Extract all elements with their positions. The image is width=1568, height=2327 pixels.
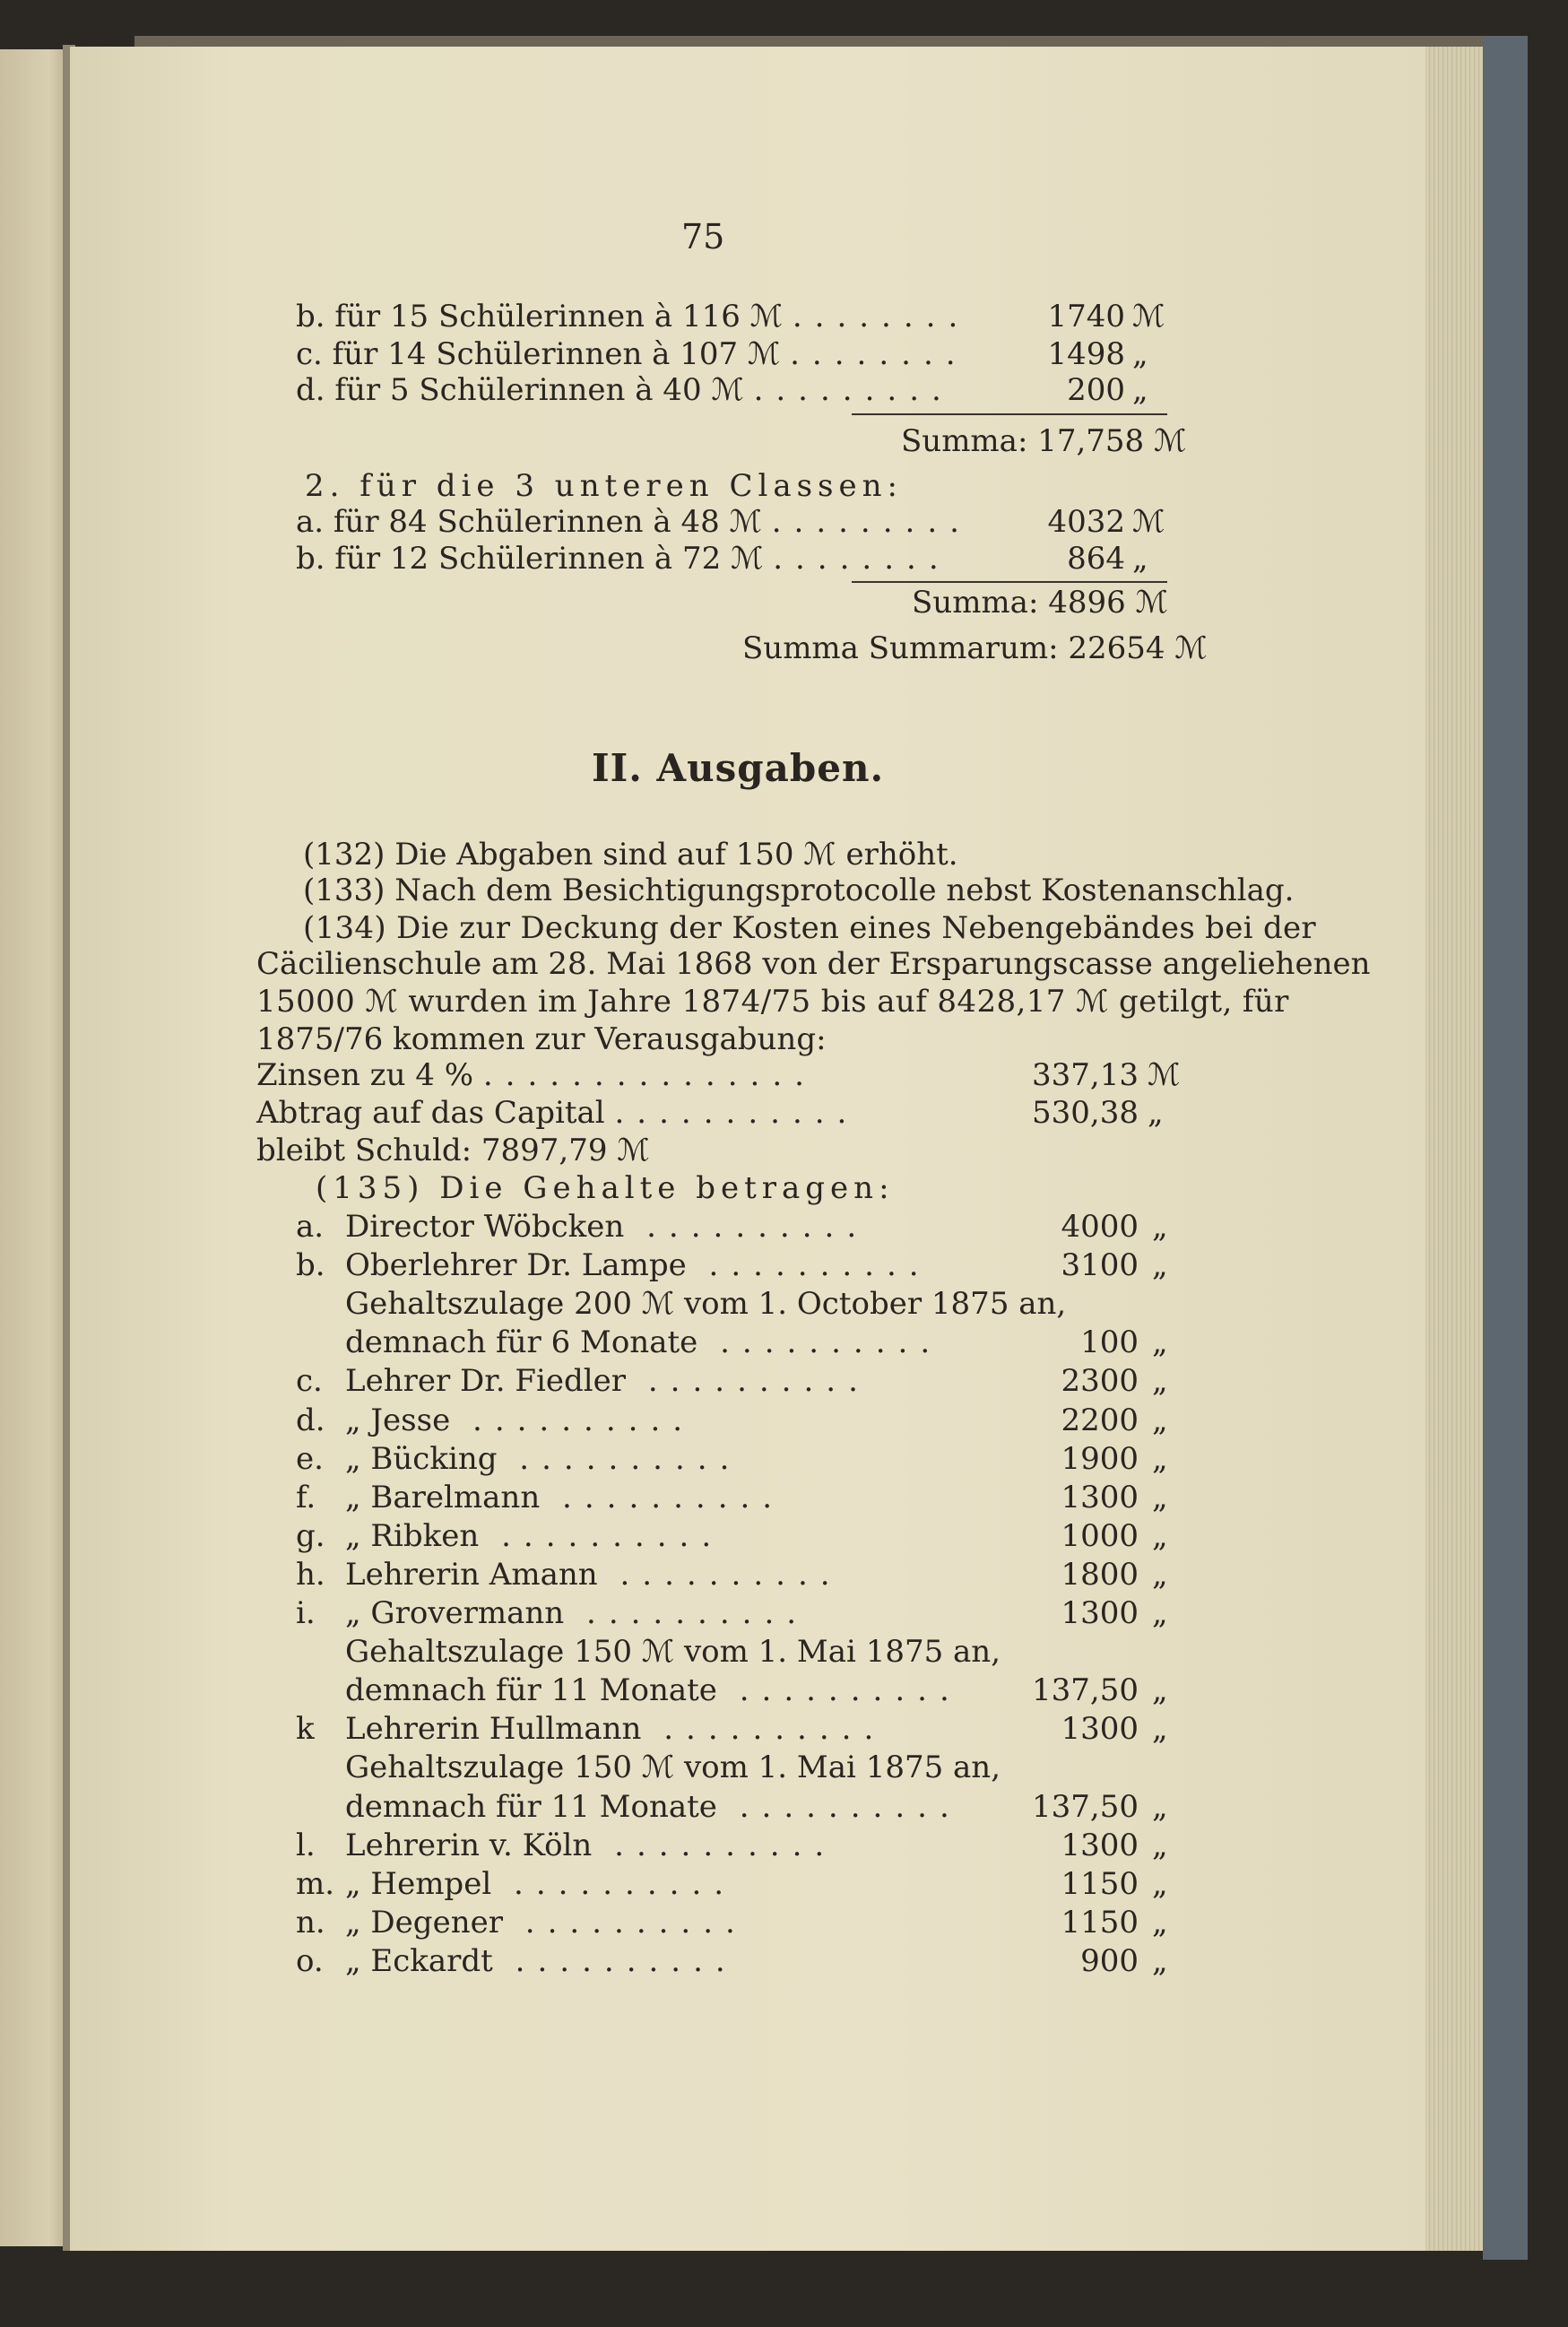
salary-amount: 100	[1080, 1324, 1139, 1360]
salary-label: Lehrerin Hullmann	[345, 1711, 642, 1747]
salary-letter: k	[296, 1711, 315, 1747]
salary-unit: „	[1152, 1324, 1168, 1360]
leader-dots: ..........	[626, 1363, 871, 1399]
salary-line	[345, 1943, 738, 1979]
salary-letter: f.	[296, 1480, 316, 1515]
leader-dots: ........	[792, 299, 971, 334]
leader-dots: ..........	[540, 1480, 785, 1515]
salary-letter: n.	[296, 1905, 325, 1941]
section-title: II. Ausgaben.	[592, 746, 885, 790]
salary-amount: 1900	[1061, 1441, 1139, 1477]
interest-amount: 337,13	[1032, 1057, 1139, 1093]
salary-letter: i.	[296, 1595, 316, 1631]
salary-line	[345, 1518, 723, 1554]
receipt-amount: 1498	[1047, 336, 1125, 372]
salary-label: „ Grovermann	[345, 1595, 565, 1631]
receipt-unit: „	[1132, 541, 1148, 577]
salary-label: „ Hempel	[345, 1866, 492, 1902]
salary-line	[345, 1634, 1001, 1670]
salary-unit: „	[1152, 1209, 1168, 1245]
receipt-label: b. für 12 Schülerinnen à 72 ℳ	[296, 541, 764, 577]
salary-line	[345, 1672, 962, 1708]
leader-dots: ..........	[564, 1595, 810, 1631]
leader-dots: .........	[771, 504, 972, 540]
salary-label: „ Barelmann	[345, 1480, 541, 1515]
salary-label: „ Jesse	[345, 1402, 451, 1438]
interest-unit: ℳ	[1148, 1057, 1181, 1093]
receipt-line	[296, 336, 968, 372]
salary-unit: „	[1152, 1557, 1168, 1593]
interest-amount: 530,38	[1032, 1095, 1139, 1131]
receipt-line	[296, 541, 951, 577]
leader-dots: ..........	[450, 1402, 696, 1438]
salary-label: Lehrerin v. Köln	[345, 1828, 593, 1863]
salary-amount: 1300	[1061, 1480, 1139, 1515]
salary-letter: a.	[296, 1209, 325, 1245]
leader-dots: ..........	[592, 1828, 837, 1863]
salary-line	[345, 1286, 1067, 1322]
salary-label: Lehrerin Amann	[345, 1557, 598, 1593]
receipt-line	[296, 504, 972, 540]
salary-unit: „	[1152, 1595, 1168, 1631]
summa-summarum-line: Summa Summarum: 22654 ℳ	[742, 630, 1208, 666]
salary-label: Lehrer Dr. Fiedler	[345, 1363, 627, 1399]
salary-unit: „	[1152, 1247, 1168, 1283]
salary-line	[345, 1480, 784, 1515]
salary-letter: d.	[296, 1402, 325, 1438]
salary-line	[345, 1828, 836, 1863]
paragraph-132: (132) Die Abgaben sind auf 150 ℳ erhöht.	[303, 837, 958, 873]
receipt-unit: ℳ	[1132, 299, 1165, 334]
salary-unit: „	[1152, 1866, 1168, 1902]
leader-dots: ........	[790, 336, 968, 372]
receipt-label: c. für 14 Schülerinnen à 107 ℳ	[296, 336, 781, 372]
salary-letter: h.	[296, 1557, 325, 1593]
receipt-unit: ℳ	[1132, 504, 1165, 540]
leader-dots: ..........	[697, 1324, 943, 1360]
salary-amount: 1300	[1061, 1828, 1139, 1863]
salary-amount: 1150	[1061, 1866, 1139, 1902]
sum-rule	[852, 581, 1167, 583]
salary-label: Director Wöbcken	[345, 1209, 625, 1245]
salary-amount: 137,50	[1032, 1789, 1139, 1825]
salary-amount: 900	[1080, 1943, 1139, 1979]
salary-letter: e.	[296, 1441, 324, 1477]
interest-line	[256, 1057, 817, 1093]
salary-amount: 2200	[1061, 1402, 1139, 1438]
salary-amount: 1000	[1061, 1518, 1139, 1554]
leader-dots: ...............	[482, 1057, 817, 1093]
sum-rule	[852, 413, 1167, 415]
salary-label: „ Ribken	[345, 1518, 480, 1554]
receipt-amount: 4032	[1047, 504, 1125, 540]
interest-line	[256, 1095, 859, 1131]
leader-dots: ..........	[597, 1557, 843, 1593]
salary-amount: 1800	[1061, 1557, 1139, 1593]
salary-amount: 4000	[1061, 1209, 1139, 1245]
salary-unit: „	[1152, 1441, 1168, 1477]
salary-label: Gehaltszulage 150 ℳ vom 1. Mai 1875 an,	[345, 1634, 1001, 1670]
salary-line	[345, 1324, 942, 1360]
leader-dots: ..........	[686, 1247, 931, 1283]
leader-dots: ........	[773, 541, 951, 577]
leader-dots: ..........	[492, 1943, 738, 1979]
leader-dots: ..........	[497, 1441, 742, 1477]
salary-letter: m.	[296, 1866, 335, 1902]
leader-dots: ..........	[502, 1905, 748, 1941]
salary-letter: c.	[296, 1363, 323, 1399]
paragraph-135: (135) Die Gehalte betragen:	[316, 1170, 895, 1206]
interest-unit: „	[1148, 1095, 1164, 1131]
salary-unit: „	[1152, 1363, 1168, 1399]
leader-dots: ..........	[624, 1209, 870, 1245]
leader-dots: ..........	[716, 1789, 962, 1825]
debt-line: bleibt Schuld: 7897,79 ℳ	[256, 1133, 650, 1168]
salary-label: „ Degener	[345, 1905, 503, 1941]
salary-label: Gehaltszulage 200 ℳ vom 1. October 1875 an,	[345, 1286, 1067, 1322]
summa-line: Summa: 4896 ℳ	[912, 585, 1168, 621]
paragraph-134-line: Cäcilienschule am 28. Mai 1868 von der Ersparungscasse angeliehenen	[256, 946, 1371, 982]
interest-label: Zinsen zu 4 %	[256, 1057, 474, 1093]
salary-line	[345, 1557, 843, 1593]
receipt-label: a. für 84 Schülerinnen à 48 ℳ	[296, 504, 762, 540]
salary-unit: „	[1152, 1905, 1168, 1941]
paragraph-134-line: (134) Die zur Deckung der Kosten eines Nebengebändes bei der	[303, 910, 1316, 946]
leader-dots: ...........	[614, 1095, 860, 1131]
salary-unit: „	[1152, 1789, 1168, 1825]
salary-unit: „	[1152, 1943, 1168, 1979]
receipt-line	[296, 372, 954, 408]
salary-line	[345, 1711, 886, 1747]
salary-unit: „	[1152, 1402, 1168, 1438]
salary-amount: 1150	[1061, 1905, 1139, 1941]
receipt-unit: „	[1132, 336, 1148, 372]
salary-letter: b.	[296, 1247, 325, 1283]
receipt-line	[296, 299, 970, 334]
page-number: 75	[681, 217, 725, 256]
salary-line	[345, 1247, 931, 1283]
receipt-amount: 200	[1067, 372, 1125, 408]
salary-amount: 1300	[1061, 1595, 1139, 1631]
receipt-label: b. für 15 Schülerinnen à 116 ℳ	[296, 299, 784, 334]
salary-label: „ Eckardt	[345, 1943, 493, 1979]
paragraph-134-line: 15000 ℳ wurden im Jahre 1874/75 bis auf 8428,17 ℳ getilgt, für	[256, 984, 1289, 1020]
salary-line	[345, 1905, 748, 1941]
salary-letter: l.	[296, 1828, 316, 1863]
salary-unit: „	[1152, 1480, 1168, 1515]
receipt-unit: „	[1132, 372, 1148, 408]
section-heading: 2. für die 3 unteren Classen:	[305, 468, 903, 504]
leader-dots: ..........	[641, 1711, 887, 1747]
paragraph-133: (133) Nach dem Besichtigungsprotocolle nebst Kostenanschlag.	[303, 873, 1295, 908]
salary-label: demnach für 6 Monate	[345, 1324, 698, 1360]
salary-amount: 3100	[1061, 1247, 1139, 1283]
leader-dots: ..........	[479, 1518, 724, 1554]
salary-letter: o.	[296, 1943, 324, 1979]
salary-unit: „	[1152, 1828, 1168, 1863]
leader-dots: .........	[753, 372, 954, 408]
interest-label: Abtrag auf das Capital	[256, 1095, 605, 1131]
salary-unit: „	[1152, 1711, 1168, 1747]
salary-letter: g.	[296, 1518, 325, 1554]
salary-line	[345, 1363, 871, 1399]
receipt-amount: 864	[1067, 541, 1125, 577]
salary-line	[345, 1209, 869, 1245]
salary-label: demnach für 11 Monate	[345, 1789, 717, 1825]
salary-line	[345, 1750, 1001, 1785]
salary-line	[345, 1595, 809, 1631]
salary-unit: „	[1152, 1672, 1168, 1708]
salary-label: „ Bücking	[345, 1441, 498, 1477]
salary-unit: „	[1152, 1518, 1168, 1554]
receipt-amount: 1740	[1047, 299, 1125, 334]
salary-amount: 137,50	[1032, 1672, 1139, 1708]
summa-line: Summa: 17,758 ℳ	[901, 423, 1187, 459]
receipt-label: d. für 5 Schülerinnen à 40 ℳ	[296, 372, 744, 408]
salary-label: Gehaltszulage 150 ℳ vom 1. Mai 1875 an,	[345, 1750, 1001, 1785]
salary-label: demnach für 11 Monate	[345, 1672, 717, 1708]
salary-line	[345, 1441, 741, 1477]
leader-dots: ..........	[491, 1866, 737, 1902]
paragraph-134-line: 1875/76 kommen zur Verausgabung:	[256, 1021, 827, 1057]
salary-label: Oberlehrer Dr. Lampe	[345, 1247, 687, 1283]
salary-amount: 2300	[1061, 1363, 1139, 1399]
salary-line	[345, 1866, 736, 1902]
salary-amount: 1300	[1061, 1711, 1139, 1747]
salary-line	[345, 1789, 962, 1825]
leader-dots: ..........	[716, 1672, 962, 1708]
salary-line	[345, 1402, 695, 1438]
